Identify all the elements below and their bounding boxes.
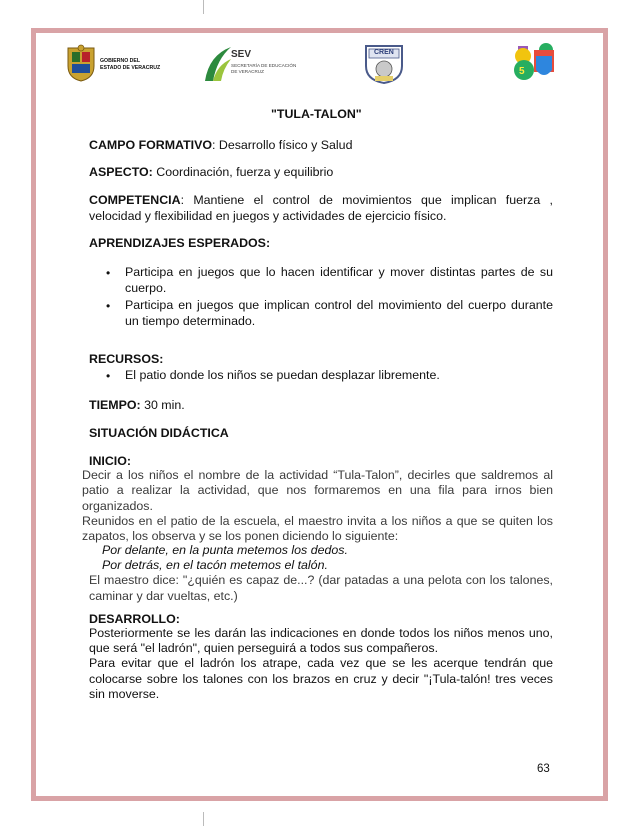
- sev-sub2: DE VERACRUZ: [231, 69, 264, 74]
- desarrollo-line: colocarse sobre los talones con los brazos en cruz y decir "¡Tula-talón! tres veces: [89, 671, 553, 686]
- inicio-line: caminar y dar vueltas, etc.): [89, 589, 238, 604]
- bullet-icon: •: [106, 266, 111, 280]
- desarrollo-heading: DESARROLLO:: [89, 612, 180, 626]
- bullet-icon: •: [106, 369, 111, 383]
- aprendizaje-line: un tiempo determinado.: [125, 314, 256, 329]
- gov-line2: ESTADO DE VERACRUZ: [100, 65, 161, 71]
- verse-line: Por detrás, en el tacón metemos el talón.: [102, 558, 328, 572]
- page-title: "TULA-TALON": [271, 107, 362, 121]
- sev-logo: [203, 45, 297, 85]
- tiempo: [89, 398, 185, 413]
- sev-title: SEV: [231, 49, 252, 60]
- competencia: [89, 193, 553, 224]
- sev-sub1: SECRETARÍA DE EDUCACIÓN: [231, 63, 297, 68]
- desarrollo-line: Para evitar que el ladrón los atrape, cada vez que se les acerque tendrán que: [89, 656, 553, 671]
- veracruz-government-logo: [64, 44, 184, 84]
- tiempo-label: TIEMPO:: [89, 398, 141, 412]
- aprendizaje-line: Participa en juegos que implican control del movimiento del cuerpo durante: [125, 298, 553, 312]
- competencia-line1: [89, 193, 553, 208]
- inicio-line: organizados.: [82, 498, 153, 513]
- tiempo-text: 30 min.: [140, 398, 185, 412]
- school-emblem-icon: [512, 42, 556, 84]
- aprendizaje-line: cuerpo.: [125, 281, 167, 296]
- verse-line: Por delante, en la punta metemos los dedos.: [102, 543, 348, 557]
- inicio-line: zapatos, los observa y se los ponen diciendo lo siguiente:: [82, 529, 399, 544]
- campo-label: CAMPO FORMATIVO: [89, 138, 212, 152]
- school-logo: [512, 42, 556, 84]
- svg-text:5: 5: [519, 66, 525, 77]
- competencia-text: : Mantiene el control de movimientos que implican fuerza ,: [180, 193, 553, 207]
- inicio-paragraph-2: [82, 514, 553, 544]
- inicio-line: Reunidos en el patio de la escuela, el maestro invita a los niños a que se quiten los: [82, 514, 553, 528]
- inicio-paragraph-3: [89, 573, 553, 604]
- page-corner-mark: [203, 812, 204, 826]
- situacion-heading: SITUACIÓN DIDÁCTICA: [89, 426, 229, 440]
- competencia-line2: velocidad y flexibilidad en juegos y actividades de ejercicio físico.: [89, 209, 447, 224]
- inicio-line: patio a realizar la actividad, que nos formaremos en una fila para irnos bien: [82, 483, 553, 498]
- page-number: 63: [537, 763, 550, 775]
- aspecto-text: Coordinación, fuerza y equilibrio: [152, 165, 334, 179]
- desarrollo-line: que será "el ladrón", quien perseguirá a todos sus compañeros.: [89, 641, 439, 656]
- recursos-item: El patio donde los niños se puedan desplazar libremente.: [125, 368, 440, 382]
- inicio-line: El maestro dice: "¿quién es capaz de...? (dar patadas a una pelota con los talones,: [89, 573, 553, 587]
- campo-formativo: [89, 138, 352, 153]
- inicio-paragraph-1: [82, 468, 553, 514]
- desarrollo-line: Posteriormente se les darán las indicaciones en donde todos los niños menos uno,: [89, 626, 553, 640]
- desarrollo-paragraph: [89, 626, 553, 702]
- aspecto: [89, 165, 333, 180]
- campo-text: : Desarrollo físico y Salud: [211, 138, 353, 152]
- sev-leaf-icon: [203, 45, 233, 83]
- desarrollo-line: sin moverse.: [89, 687, 160, 702]
- aprendizaje-line: Participa en juegos que lo hacen identificar y mover distintas partes de su: [125, 265, 553, 279]
- gov-line1: GOBIERNO DEL: [100, 58, 141, 64]
- inicio-line: Decir a los niños el nombre de la actividad “Tula-Talon”, decirles que saldremos al: [82, 468, 553, 482]
- aprendizaje-item: [125, 298, 553, 329]
- bullet-icon: •: [106, 299, 111, 313]
- cren-label: CREN: [374, 49, 394, 56]
- page-corner-mark: [203, 0, 204, 14]
- inicio-heading: INICIO:: [89, 454, 131, 468]
- aspecto-label: ASPECTO:: [89, 165, 153, 179]
- recursos-heading: RECURSOS:: [89, 352, 164, 366]
- competencia-label: COMPETENCIA: [89, 193, 181, 207]
- coat-of-arms-icon: [64, 44, 98, 82]
- aprendizajes-heading: APRENDIZAJES ESPERADOS:: [89, 236, 271, 250]
- aprendizaje-item: [125, 265, 553, 296]
- cren-shield-icon: [363, 40, 405, 84]
- cren-logo: [363, 40, 405, 84]
